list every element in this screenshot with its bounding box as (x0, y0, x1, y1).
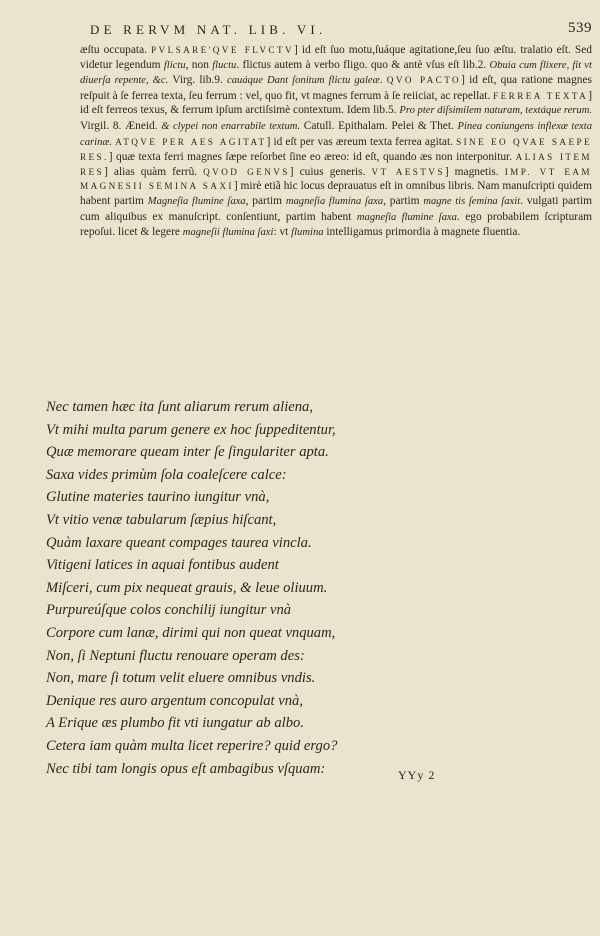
lemma: ALIAS ITEM RES (80, 152, 592, 177)
commentary-text: . ego probabilem ſcripturam repoſui. licet & legere (80, 210, 592, 239)
verse-line: Cetera iam quàm multa licet reperire? quid ergo? (46, 737, 338, 754)
italic-quote: Pinea coniungens inflexæ texta carinæ. (80, 120, 592, 148)
commentary-text: ] id eſt per vas æreum texta ferrea agitat. (266, 135, 457, 148)
commentary-text: . (379, 74, 387, 87)
lemma: IMP. VT EAM MAGNESII SEMINA SAXI (80, 166, 592, 192)
italic-quote: magne tis ſemina ſaxit (423, 195, 521, 207)
commentary-text: , partim (245, 194, 286, 207)
commentary-text: ] mirè etiã hic locus deprauatus eſt in omnibus libris. Nam manuſcripti quidem habent partim (80, 180, 592, 207)
commentary-text: : vt (273, 226, 292, 239)
commentary-text: ] cuius generis. (289, 165, 372, 178)
commentary-text: Catull. Epithalam. Pelei & Thet. (300, 119, 458, 132)
verse-line: Miſceri, cum pix nequeat grauis, & leue oliuum. (46, 579, 328, 596)
verse-line: Saxa vides primùm ſola coaleſcere calce: (46, 466, 287, 483)
commentary-text: ] id eſt ferreos texus, & ferrum ipſum arctiſsimè contextum. Idem lib.5. (80, 89, 592, 117)
verse-line: Nec tamen hæc ita ſunt aliarum rerum aliena, (46, 399, 313, 415)
verse-line: Non, mare ſi totum velit eluere omnibus vndis. (46, 670, 316, 687)
lemma: VT AESTVS (371, 166, 445, 177)
lemma: QVO PACTO (386, 75, 462, 86)
italic-quote: flictu (163, 59, 186, 71)
commentary-text: ] quæ texta ferri magnes ſæpe reſorbet ſine eo æreo: id eſt, quando æs non interponitur. (108, 151, 516, 164)
commentary-text: , partim (383, 194, 424, 207)
commentary-block (80, 43, 592, 241)
running-title: DE RERVM NAT. LIB. VI. (90, 22, 327, 37)
commentary-text: . vulgati partim cum aliquibus ex manuſcript. conſentiunt, partim habent (80, 194, 592, 223)
commentary-paragraph (80, 43, 592, 241)
italic-quote: Pro pter diſsimilem naturam, textáque rerum. (399, 105, 593, 117)
verse-line: Quæ memorare queam inter ſe ſingulariter apta. (46, 444, 329, 461)
verse-line: Vt mihi multa parum genere ex hoc ſuppeditentur, (46, 421, 336, 438)
commentary-text: , non (185, 58, 213, 71)
commentary-text: ] id eſt, qua ratione magnes reſpuit à ſe ferrea texta, ſeu ferrum : vel, quo fit, vt magnes ferrum à ſe reiiciat, ac repellat. (80, 74, 592, 102)
verse-line: Glutine materies taurino iungitur vnà, (46, 489, 270, 506)
italic-quote: flumina (291, 227, 324, 239)
verse-line: Vt vitio venæ tabularum ſæpius hiſcant, (46, 511, 277, 528)
verse-line: Corpore cum lanæ, dirimi qui non queat vnquam, (46, 624, 336, 641)
commentary-text: Virgil. 8. Æneid. (80, 119, 162, 132)
commentary-text: ] alias quàm ferrũ. (104, 165, 204, 178)
verse-line: A Erique æs plumbo fit vti iungatur ab albo. (46, 715, 304, 732)
lemma: PVLSARE'QVE FLVCTV (151, 45, 295, 55)
lemma: QVOD GENVS (203, 166, 290, 177)
italic-quote: cauáque Dant ſonitum flictu galeæ (227, 75, 380, 87)
commentary-text: ] id eſt ſuo motu,ſuáque agitatione,ſeu ſuo æſtu. tralatio eſt. Sed videtur legendum (80, 44, 592, 71)
italic-quote: magneſia flumina ſaxa (285, 195, 384, 207)
italic-quote: Obuia cum flixere, fit vt diuerſa repente, &c. (80, 59, 592, 87)
verse-block (46, 396, 366, 780)
commentary-text: æſtu occupata. (80, 44, 152, 56)
verse-line: Quàm laxare queant compages taurea vincla. (46, 534, 312, 551)
lemma: ATQVE PER AES AGITAT (115, 136, 267, 147)
page-header (72, 20, 592, 42)
verse-line: Purpureúſque colos conchilij iungitur vnà (46, 602, 292, 619)
commentary-text: . flictus autem à verbo fligo. quo & antè vſus eſt lib.2. (236, 58, 490, 71)
page-number: 539 (568, 20, 592, 36)
italic-quote: magneſia flumine ſaxa (356, 211, 457, 223)
italic-quote: Magneſia flumine ſaxa (147, 195, 246, 207)
verse-line: Nec tibi tam longis opus eſt ambagibus vſquam: (46, 760, 326, 777)
verse-line: Non, ſi Neptuni fluctu renouare operam des: (46, 647, 305, 664)
lemma: FERREA TEXTA (493, 90, 589, 101)
italic-quote: & clypei non enarrabile textum. (161, 120, 301, 132)
commentary-text: intelligamus primordia à magnete fluentia. (323, 226, 521, 239)
catchword: YYy 2 (398, 768, 436, 782)
italic-quote: magneſii flumina ſaxi (182, 227, 274, 239)
commentary-text: Virg. lib.9. (168, 74, 228, 87)
verse-line: Vitigeni latices in aquai fontibus audent (46, 557, 279, 574)
italic-quote: fluctu (212, 59, 237, 71)
lemma: SINE EO QVAE SAEPE RES. (80, 136, 592, 163)
commentary-text: ] magnetis. (444, 165, 505, 178)
verse-line: Denique res auro argentum concopulat vnà, (46, 692, 303, 709)
